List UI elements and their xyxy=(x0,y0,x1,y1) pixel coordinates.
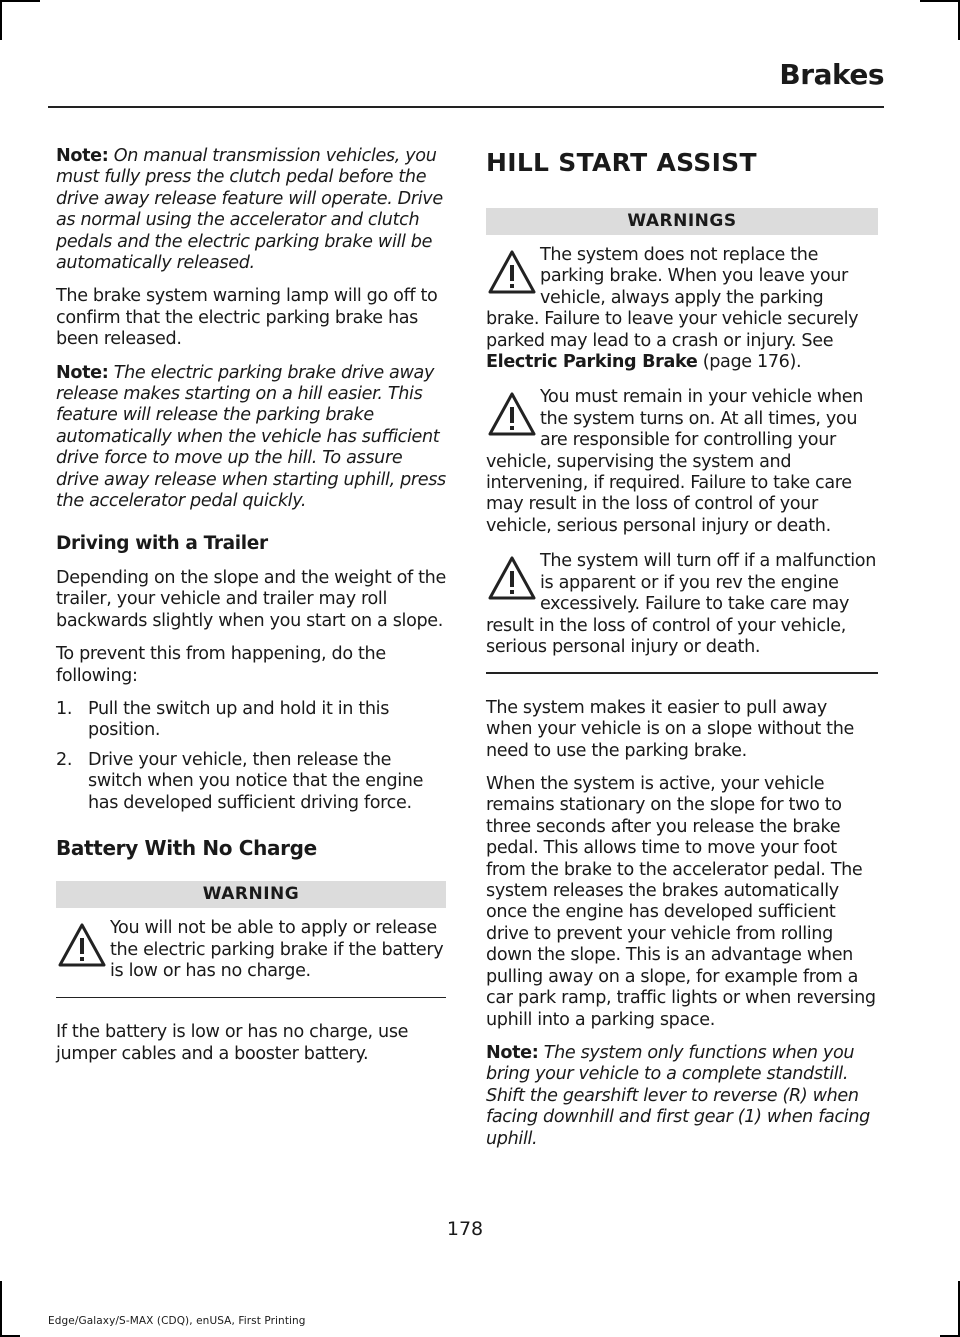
cross-reference-link[interactable]: Electric Parking Brake xyxy=(486,352,698,373)
warning-divider xyxy=(486,672,878,674)
body-paragraph: The system makes it easier to pull away when your vehicle is on a slope without the need to use the parking brake. xyxy=(486,697,855,761)
list-item xyxy=(56,699,446,742)
warning-banner: WARNING xyxy=(56,881,446,908)
right-column xyxy=(486,146,878,1162)
crop-mark xyxy=(0,0,40,2)
list-item xyxy=(56,750,446,814)
note-paragraph xyxy=(56,363,446,513)
section-title: HILL START ASSIST xyxy=(486,148,757,177)
warning-text: The system will turn off if a malfunction is apparent or if you rev the engine excessively. Failure to take care may result in the loss of control of your vehicle, serious personal injury or death. xyxy=(486,551,876,657)
note-text: The system only functions when you bring your vehicle to a complete standstill. Shift the gearshift lever to reverse (R) when facing downhill and first gear (1) when facing uphill. xyxy=(486,1042,870,1149)
body-paragraph: The brake system warning lamp will go off to confirm that the electric parking brake has been released. xyxy=(56,286,438,350)
step-number: 1. xyxy=(56,698,73,719)
warning-item xyxy=(486,387,878,537)
warning-triangle-icon xyxy=(486,247,538,299)
warning-item xyxy=(486,551,878,658)
edition-footer: Edge/Galaxy/S-MAX (CDQ), enUSA, First Printing xyxy=(48,1315,306,1327)
subheading-battery: Battery With No Charge xyxy=(56,835,317,860)
note-label: Note: xyxy=(56,362,109,383)
steps-list xyxy=(56,699,446,814)
warning-text: You must remain in your vehicle when the system turns on. At all times, you are responsible for controlling your vehicle, supervising the system and intervening, if required. Failure to take care may result in the loss of control of your vehicle, serious personal injury or death. xyxy=(486,387,864,536)
warning-text: The system does not replace the parking brake. When you leave your vehicle, always apply the parking brake. Failure to leave your vehicle securely parked may lead to a crash or injury. See xyxy=(486,245,859,351)
body-paragraph: Depending on the slope and the weight of the trailer, your vehicle and trailer may roll backwards slightly when you start on a slope. xyxy=(56,567,446,631)
warning-item xyxy=(486,245,878,373)
page-reference: (page 176). xyxy=(697,352,802,373)
page-number: 178 xyxy=(446,1218,484,1240)
warnings-banner: WARNINGS xyxy=(486,208,878,235)
left-column xyxy=(56,146,446,1077)
body-paragraph: If the battery is low or has no charge, use jumper cables and a booster battery. xyxy=(56,1022,409,1064)
header-rule xyxy=(48,106,884,108)
warning-text: You will not be able to apply or release the electric parking brake if the battery is low or has no charge. xyxy=(110,918,444,982)
crop-mark xyxy=(0,1281,2,1337)
subheading-trailer: Driving with a Trailer xyxy=(56,532,268,554)
warning-item xyxy=(56,918,446,982)
crop-mark xyxy=(920,0,960,2)
warning-triangle-icon xyxy=(486,553,538,605)
step-number: 2. xyxy=(56,749,73,770)
step-text: Drive your vehicle, then release the switch when you notice that the engine has developed sufficient driving force. xyxy=(88,749,424,813)
note-paragraph xyxy=(486,1043,878,1150)
warning-divider xyxy=(56,997,446,999)
body-paragraph: To prevent this from happening, do the following: xyxy=(56,644,386,686)
page-header-title: Brakes xyxy=(779,58,884,91)
note-text: The electric parking brake drive away release makes starting on a hill easier. This feature will release the parking brake automatically when the vehicle has sufficient drive force to move up the hill. To assure drive away release when starting uphill, press the accelerator pedal quickly. xyxy=(56,362,446,512)
warning-triangle-icon xyxy=(56,920,108,972)
note-text: On manual transmission vehicles, you must fully press the clutch pedal before the drive away release feature will operate. Drive as normal using the accelerator and clutch pedals and the electric parking brake will be automatically released. xyxy=(56,146,443,274)
warning-triangle-icon xyxy=(486,389,538,441)
step-text: Pull the switch up and hold it in this position. xyxy=(88,698,390,741)
note-paragraph xyxy=(56,146,446,274)
note-label: Note: xyxy=(486,1042,539,1063)
body-paragraph: When the system is active, your vehicle remains stationary on the slope for two to three seconds after you release the brake pedal. This allows time to move your foot from the brake to the accelerator pedal. The system releases the brakes automatically once the engine has developed sufficient drive to prevent your vehicle from rolling down the slope. This is an advantage when pulling away on a slope, for example from a car park ramp, traffic lights or when reversing uphill into a parking space. xyxy=(486,774,876,1030)
note-label: Note: xyxy=(56,146,109,166)
crop-mark xyxy=(0,0,2,40)
